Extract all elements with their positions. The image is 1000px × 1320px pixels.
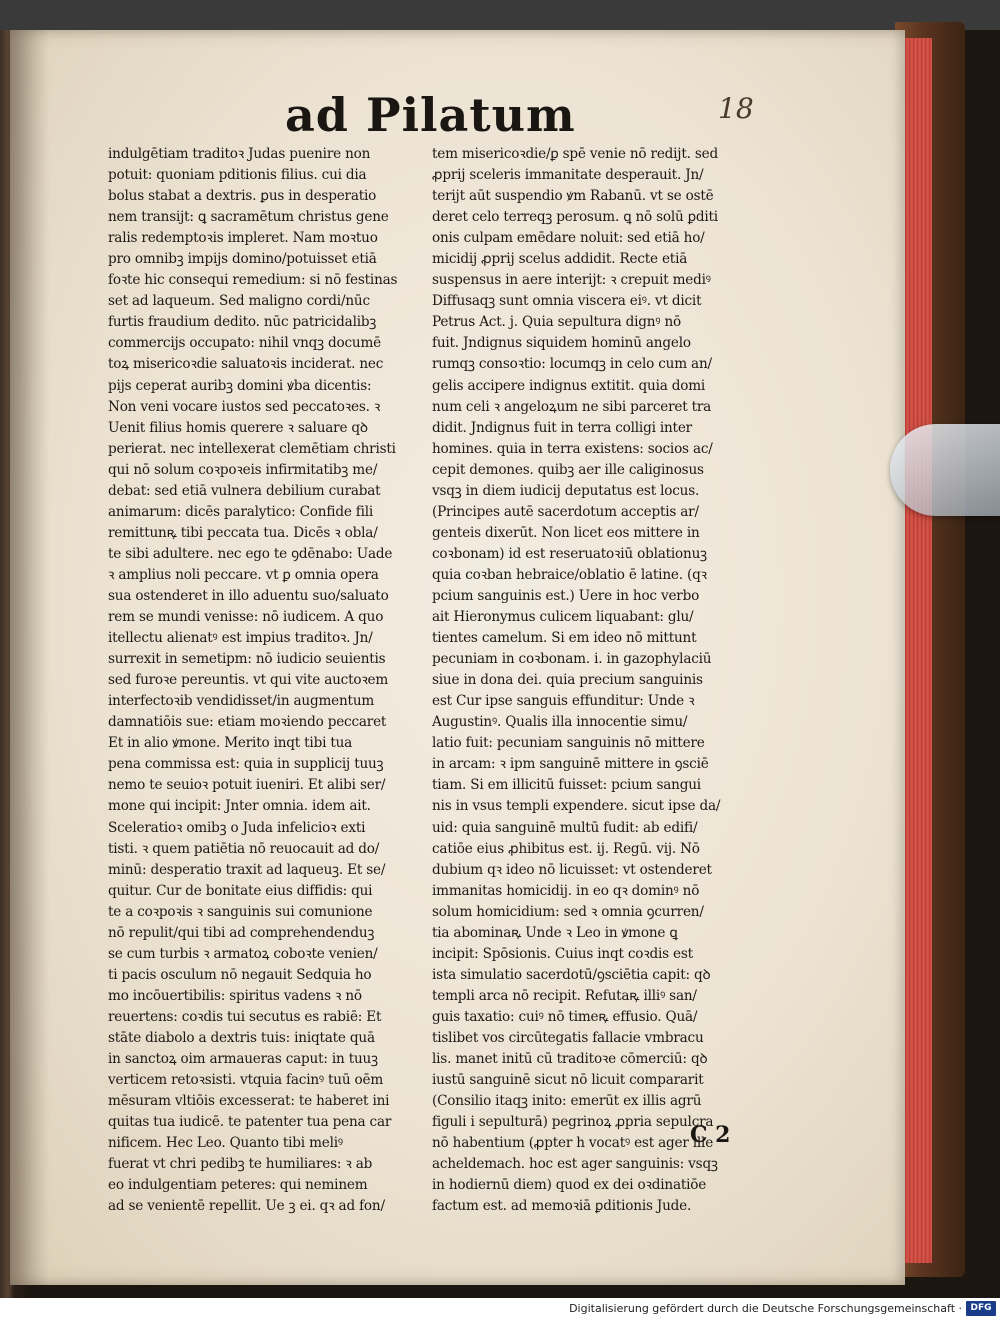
text-line: in arcam: ꝛ ipm sanguinē mittere in ꝯsciē [432,756,709,773]
text-line: incipit: Spōsionis. Cuius inqt coꝛdis est [432,945,693,962]
text-line: tiam. Si em illicitū fuisset: pcium sangui [432,777,701,794]
text-line: Diffusaqꝫ sunt omnia viscera eiꝰ. vt dicit [432,293,702,310]
text-line: uid: quia sanguinē multū fudit: ab edifi/ [432,819,698,836]
text-line: vsqꝫ in diem iudicij deputatus est locus. [432,482,700,499]
text-line: itellectu alienatꝰ est impius traditoꝛ. Jn/ [108,630,373,647]
running-head: ad Pilatum [285,88,576,142]
text-line: te a coꝛpoꝛis ꝛ sanguinis sui comunione [108,903,373,920]
text-line: eo indulgentiam peteres: qui neminem [108,1177,368,1194]
text-line: in hodiernū diem) quod ex dei oꝛdinatiōe [432,1177,707,1194]
text-line: catiōe eius ꝓhibitus est. ij. Regū. vij. Nō [432,840,700,857]
text-line: pena commissa est: quia in supplicij tuuꝫ [108,756,384,773]
text-line: ti pacis osculum nō negauit Sedquia ho [108,966,372,983]
text-line: foꝛte hic consequi remedium: si nō festinas [108,272,398,289]
text-line: onis culpam emēdare noluit: sed etiā ho/ [432,230,705,247]
text-line: rem se mundi venisse: nō iudicem. A quo [108,609,384,626]
text-line: factum est. ad memoꝛiā ꝑditionis Jude. [432,1198,692,1215]
text-line: est Cur ipse sanguis effunditur: Unde ꝛ [432,693,695,710]
text-line: deret celo terreqꝫ perosum. ꝗ nō solū ꝑditi [432,209,718,226]
text-line: stāte diabolo a dextris tuis: iniqtate quā [108,1029,375,1046]
footer-credit: Digitalisierung gefördert durch die Deutsche Forschungsgemeinschaft · [569,1302,962,1315]
text-line: gelis accipere indignus extitit. quia domi [432,377,706,394]
text-line: didit. Jndignus fuit in terra colligi inter [432,419,692,436]
text-line: mo incōuertibilis: spiritus vadens ꝛ nō [108,987,362,1004]
text-line: num celi ꝛ angeloꝝum ne sibi parceret tra [432,398,712,415]
text-line: se cum turbis ꝛ armatoꝝ coboꝛte venien/ [108,945,378,962]
text-line: indulgētiam traditoꝛ Judas puenire non [108,146,371,162]
text-line: mēsuram vltiōis excesserat: te haberet ini [108,1093,390,1110]
text-line: ait Hieronymus culicem liquabant: glu/ [432,609,694,626]
background [0,0,1000,30]
text-line: acheldemach. hoc est ager sanguinis: vsqꝫ [432,1156,718,1173]
text-line: micidij ꝓprij scelus addidit. Recte etiā [432,251,688,268]
text-line: damnatiōis sue: etiam moꝛiendo peccaret [108,714,387,731]
text-line: ad se venientē repellit. Ue ꝫ ei. qꝛ ad fon/ [108,1198,385,1215]
text-line: sed furoꝛe pereuntis. vt qui vite auctoꝛem [108,672,389,689]
text-line: ꝛ amplius noli peccare. vt ꝑ omnia opera [108,566,379,583]
text-line: fuerat vt chri pedibꝫ te humiliares: ꝛ ab [108,1156,373,1173]
text-line: siue in dona dei. quia precium sanguinis [432,672,703,689]
text-line: nificem. Hec Leo. Quanto tibi meliꝰ [108,1135,343,1152]
text-line: Augustinꝰ. Qualis illa innocentie simu/ [432,714,688,731]
text-line: animarum: dicēs paralytico: Confide fili [108,503,374,520]
text-line: quitas tua iudicē. te patenter tua pena car [108,1114,392,1131]
text-line: terijt aūt suspendio ꝟm Rabanū. vt se ostē [432,188,714,205]
text-line: remittunꝶ tibi peccata tua. Dicēs ꝛ obla/ [108,524,378,541]
text-line: genteis dixerūt. Non licet eos mittere in [432,524,700,541]
text-line: dubium qꝛ ideo nō licuisset: vt ostenderet [432,861,712,878]
text-line: ista simulatio sacerdotū/ꝯsciētia capit: qꝺ [432,966,711,983]
text-line: minū: desperatio traxit ad laqueuꝫ. Et se/ [108,861,386,878]
text-line: tem misericoꝛdie/ꝑ spē venie nō redijt. sed [432,146,718,162]
text-line: solum homicidium: sed ꝛ omnia ꝯcurren/ [432,903,704,920]
text-line: qui nō solum coꝛpoꝛeis infirmitatibꝫ me/ [108,461,378,478]
text-line: pecuniam in coꝛbonam. i. in gazophylaciū [432,651,712,668]
text-column-left [108,144,426,1217]
text-line: nō repulit/qui tibi ad comprehendenduꝫ [108,924,375,941]
text-line: reuertens: coꝛdis tui secutus es rabiē: Et [108,1008,382,1025]
text-line: set ad laqueum. Sed maligno cordi/nūc [108,293,370,310]
text-line: toꝝ misericoꝛdie saluatoꝛis inciderat. nec [108,356,384,373]
text-line: nis in vsus templi expendere. sicut ipse da/ [432,798,721,815]
text-line: quitur. Cur de bonitate eius diffidis: qui [108,882,373,899]
text-line: homines. quia in terra existens: socios ac/ [432,440,713,457]
text-line: nemo te seuioꝛ potuit iueniri. Et alibi ser/ [108,777,386,794]
text-line: pcium sanguinis est.) Uere in hoc verbo [432,587,700,604]
page-clip [890,424,1000,516]
text-line: Sceleratioꝛ omibꝫ o Juda infelicioꝛ exti [108,819,366,836]
text-line: Non veni vocare iustos sed peccatoꝛes. ꝛ [108,398,381,415]
text-line: tientes camelum. Si em ideo nō mittunt [432,630,697,647]
text-line: ralis redemptoꝛis impleret. Nam moꝛtuo [108,230,378,247]
text-line: verticem retoꝛsisti. vtquia facinꝰ tuū oēm [108,1072,384,1089]
text-line: ꝓprij sceleris immanitate desperauit. Jn/ [432,167,704,184]
text-line: templi arca nō recipit. Refutaꝶ illiꝰ san/ [432,987,697,1004]
text-line: coꝛbonam) id est reseruatoꝛiū oblationuꝫ [432,545,707,562]
text-line: in sanctoꝝ oim armaueras caput: in tuuꝫ [108,1051,378,1068]
footer-bar [0,1298,1000,1320]
text-line: tisti. ꝛ quem patiētia nō reuocauit ad do/ [108,840,380,857]
text-line: cepit demones. quibꝫ aer ille caliginosus [432,461,704,478]
text-line: sua ostenderet in illo aduentu suo/saluato [108,587,389,604]
folio-number: 18 [718,92,754,125]
text-line: pijs ceperat auribꝫ domini ꝟba dicentis: [108,377,372,394]
text-line: Uenit filius homis querere ꝛ saluare qꝺ [108,419,368,436]
text-line: furtis fraudium dedito. nūc patricidalibꝫ [108,314,377,331]
signature-mark: C 2 [690,1122,731,1148]
text-line: figuli i sepulturā) pegrinoꝝ ꝓpria sepulcra [432,1114,714,1131]
text-line: iustū sanguinē sicut nō licuit compararit [432,1072,704,1089]
text-line: perierat. nec intellexerat clemētiam christi [108,440,396,457]
text-line: rumqꝫ consoꝛtio: locumqꝫ in celo cum an/ [432,356,712,373]
text-line: Et in alio ꝟmone. Merito inqt tibi tua [108,735,353,752]
text-line: fuit. Jndignus siquidem hominū angelo [432,335,691,352]
text-line: tislibet vos circūtegatis fallacie vmbracu [432,1029,704,1046]
text-line: nem transijt: ꝗ sacramētum christus gene [108,209,389,226]
text-line: interfectoꝛib vendidisset/in augmentum [108,693,375,710]
text-line: lis. manet initū cū traditoꝛe cōmerciū: qꝺ [432,1051,708,1068]
text-line: (Principes autē sacerdotum acceptis ar/ [432,503,699,520]
text-column-right [432,144,750,1217]
text-line: bolus stabat a dextris. ꝑus in desperatio [108,188,377,205]
text-line: guis taxatio: cuiꝰ nō timeꝶ effusio. Quā/ [432,1008,698,1025]
text-line: surrexit in semetipm: nō iudicio seuientis [108,651,386,668]
text-line: commercijs occupato: nihil vnqꝫ documē [108,335,381,352]
text-line: debat: sed etiā vulnera debilium curabat [108,482,381,499]
text-line: immanitas homicidij. in eo qꝛ dominꝰ nō [432,882,700,899]
text-line: (Consilio itaqꝫ inito: emerūt ex illis agrū [432,1093,702,1110]
text-line: Petrus Act. j. Quia sepultura dignꝰ nō [432,314,681,331]
dfg-logo: DFG [966,1301,996,1316]
red-page-edge [902,38,932,1263]
text-line: nō habentium (ꝓpter h vocatꝰ est ager ille [432,1135,714,1152]
text-line: potuit: quoniam pditionis filius. cui dia [108,167,367,184]
text-line: quia coꝛban hebraice/oblatio ē latine. (qꝛ [432,566,707,583]
text-line: mone qui incipit: Jnter omnia. idem ait. [108,798,371,815]
text-line: tia abominaꝶ Unde ꝛ Leo in ꝟmone ꝗ [432,924,678,941]
text-line: pro omnibꝫ impijs domino/potuisset etiā [108,251,377,268]
text-line: latio fuit: pecuniam sanguinis nō mittere [432,735,705,752]
text-line: te sibi adultere. nec ego te ꝯdēnabo: Uade [108,545,393,562]
text-line: suspensus in aere interijt: ꝛ crepuit mediꝰ [432,272,711,289]
